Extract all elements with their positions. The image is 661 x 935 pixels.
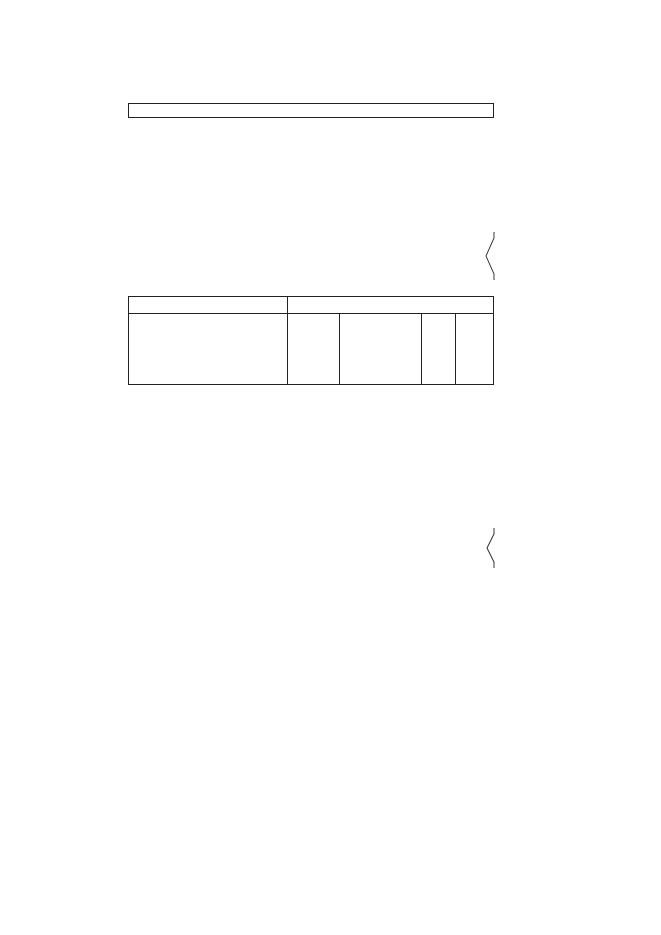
cable-header-row <box>129 297 494 314</box>
cable-table <box>128 296 494 385</box>
break-mark-lower <box>484 528 514 568</box>
col-mark-header <box>340 314 422 385</box>
col-length-header <box>422 314 456 385</box>
device-table-title-row <box>129 104 494 118</box>
col-designation-header <box>288 314 340 385</box>
column-header-row <box>129 314 494 385</box>
col-designation2-header <box>456 314 494 385</box>
device-table-title <box>129 104 494 118</box>
header-empty-cell <box>129 297 288 314</box>
col-apparatus-header <box>129 314 288 385</box>
cable-header <box>288 297 494 314</box>
break-mark-upper <box>484 232 514 280</box>
device-data-table <box>128 103 494 118</box>
